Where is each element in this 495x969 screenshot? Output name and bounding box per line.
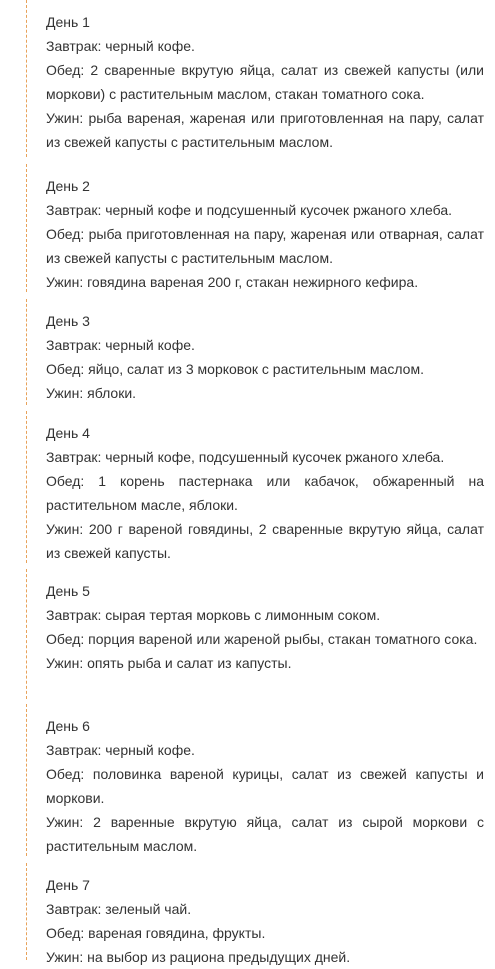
- day-block-5: [26, 569, 484, 699]
- dinner-text: Ужин: 200 г вареной говядины, 2 сваренные вкрутую яйца, салат из свежей капусты.: [46, 521, 484, 561]
- lunch-text: Обед: половинка вареной курицы, салат из свежей капусты и моркови.: [46, 766, 484, 806]
- day-title: День 1: [46, 14, 90, 30]
- breakfast-text: Завтрак: черный кофе.: [46, 38, 195, 54]
- day-block-4: [26, 411, 484, 563]
- breakfast-text: Завтрак: черный кофе.: [46, 742, 195, 758]
- day-block-2: [26, 164, 484, 292]
- breakfast-text: Завтрак: зеленый чай.: [46, 901, 192, 917]
- day-title: День 7: [46, 877, 90, 893]
- breakfast-text: Завтрак: сырая тертая морковь с лимонным соком.: [46, 607, 381, 623]
- dinner-text: Ужин: рыба вареная, жареная или приготовленная на пару, салат из свежей капусты с растительным маслом.: [46, 110, 484, 150]
- breakfast-text: Завтрак: черный кофе, подсушенный кусочек ржаного хлеба.: [46, 449, 445, 465]
- lunch-text: Обед: 1 корень пастернака или кабачок, обжаренный на растительном масле, яблоки.: [46, 473, 484, 513]
- lunch-text: Обед: 2 сваренные вкрутую яйца, салат из свежей капусты (или моркови) с растительным маслом, стакан томатного сока.: [46, 62, 484, 102]
- lunch-text: Обед: яйцо, салат из 3 морковок с растительным маслом.: [46, 361, 424, 377]
- day-title: День 4: [46, 425, 90, 441]
- lunch-text: Обед: рыба приготовленная на пару, жареная или отварная, салат из свежей капусты с растительным маслом.: [46, 226, 484, 266]
- dinner-text: Ужин: 2 варенные вкрутую яйца, салат из сырой моркови с растительным маслом.: [46, 814, 484, 854]
- dinner-text: Ужин: яблоки.: [46, 385, 137, 401]
- dinner-text: Ужин: на выбор из рациона предыдущих дней.: [46, 949, 351, 965]
- breakfast-text: Завтрак: черный кофе.: [46, 337, 195, 353]
- day-title: День 6: [46, 718, 90, 734]
- dinner-text: Ужин: опять рыба и салат из капусты.: [46, 655, 292, 671]
- breakfast-text: Завтрак: черный кофе и подсушенный кусочек ржаного хлеба.: [46, 202, 453, 218]
- day-block-1: [26, 0, 484, 157]
- day-block-3: [26, 299, 484, 405]
- day-block-7: [26, 863, 484, 965]
- day-title: День 2: [46, 178, 90, 194]
- day-title: День 5: [46, 583, 90, 599]
- dinner-text: Ужин: говядина вареная 200 г, стакан нежирного кефира.: [46, 274, 419, 290]
- day-title: День 3: [46, 313, 90, 329]
- day-block-6: [26, 704, 484, 856]
- lunch-text: Обед: вареная говядина, фрукты.: [46, 925, 266, 941]
- lunch-text: Обед: порция вареной или жареной рыбы, стакан томатного сока.: [46, 631, 478, 647]
